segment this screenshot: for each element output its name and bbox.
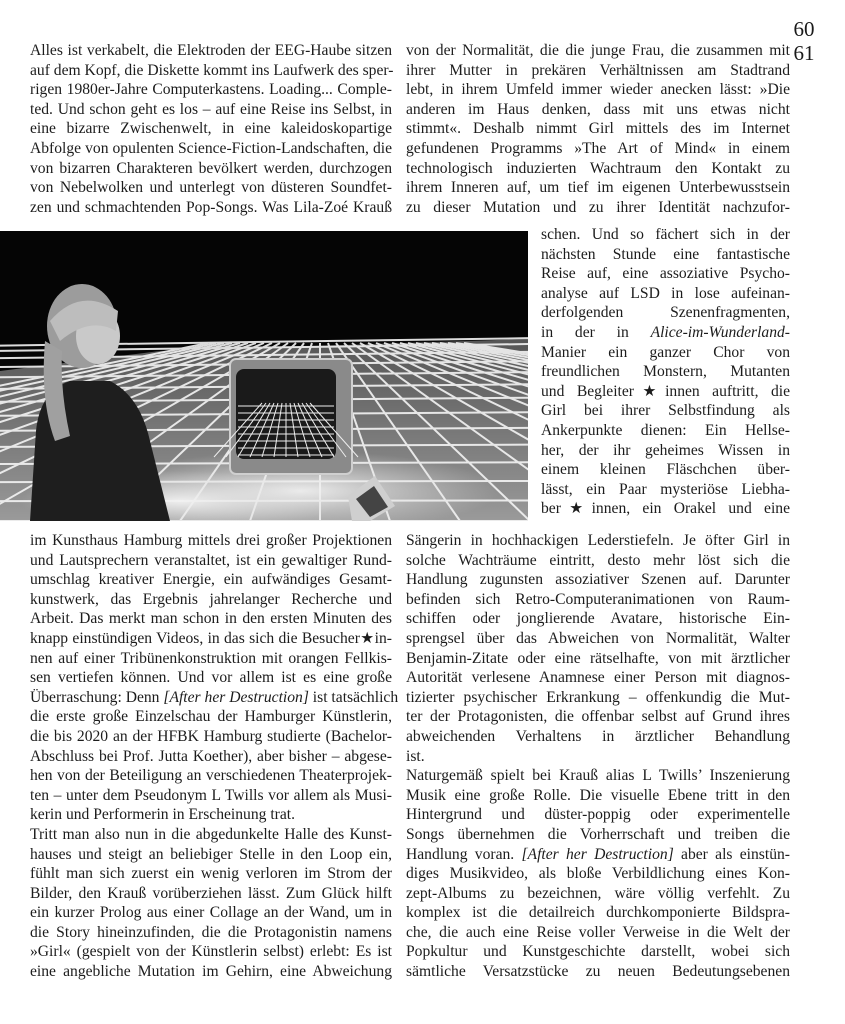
text-line: Arbeit. Das merkt man schon in den ersten Minuten des bbox=[30, 610, 392, 628]
text-line: kerin und Performerin in Erscheinung trat. bbox=[30, 806, 296, 824]
text-line: schiffen oder jonglierende Avatare, historische Ein- bbox=[406, 610, 790, 628]
text-line: ted. Und schon geht es los – auf eine Reise ins Selbst, in bbox=[30, 100, 392, 118]
text-line: einem kleinen Fläschchen über- bbox=[541, 461, 790, 479]
text-line: abweichenden Verhaltens in ärztlicher Behandlung bbox=[406, 727, 790, 745]
artwork-still-photo bbox=[0, 231, 528, 521]
text-line: knapp einstündigen Videos, in das sich die Besucher★in- bbox=[30, 629, 392, 647]
text-line: che, die auch eine Reise voller Verweise in die Welt der bbox=[406, 923, 790, 941]
text-line: nächsten Stunde eine fantastische bbox=[541, 245, 790, 263]
text-line: hauses und steigt an beliebiger Stelle in den Loop ein, bbox=[30, 845, 392, 863]
text-line: lebt, in ihrem Umfeld immer wieder anecken lässt: »Die bbox=[406, 81, 790, 99]
text-line: ihrer Mutter in prekären Verhältnissen am Stadtrand bbox=[406, 61, 790, 79]
text-line: Naturgemäß spielt bei Krauß alias L Twills’ Inszenierung bbox=[406, 767, 790, 785]
text-line: zu dieser Mutation und zu ihrer Identität nachzufor- bbox=[406, 198, 790, 216]
text-line: Popkultur und Kunstgeschichte darstellt, wobei sich bbox=[406, 943, 790, 961]
text-line: und Begleiter★innen auftritt, die bbox=[541, 382, 790, 400]
text-line: rigen 1980er-Jahre Computerkastens. Loading... Comple- bbox=[30, 81, 392, 99]
text-line: Songs übernehmen die Vorherrschaft und treiben die bbox=[406, 825, 790, 843]
text-line: derfolgenden Szenenfragmenten, bbox=[541, 304, 790, 322]
page-number-right: 61 bbox=[793, 41, 815, 65]
text-line: her, der ihr geheimes Wissen in bbox=[541, 441, 790, 459]
italic-title: Alice-im-Wunderland- bbox=[650, 323, 790, 341]
text-line: Abfolge von opulenten Science-Fiction-Landschaften, die bbox=[30, 139, 392, 157]
page-number-left: 60 bbox=[793, 17, 815, 41]
text-line: ter der Protagonisten, die offenbar selbst auf Grund ihres bbox=[406, 708, 790, 726]
text-column-right-bottom bbox=[406, 531, 790, 982]
text-line: Reise auf, eine assoziative Psycho- bbox=[541, 265, 790, 283]
text-column-left-bottom bbox=[30, 531, 399, 982]
text-line: solche Wachträume eintritt, desto mehr löst sich die bbox=[406, 551, 790, 569]
text-line: in der in Alice-im-Wunderland- bbox=[541, 323, 790, 341]
italic-title: [After her Destruction] bbox=[163, 688, 309, 706]
text-line: ten – unter dem Pseudonym L Twills vor allem als Musi- bbox=[30, 786, 392, 804]
photo-illustration bbox=[0, 231, 528, 521]
text-line: zept-Albums zu bezeichnen, wäre völlig verfehlt. Zu bbox=[406, 884, 790, 902]
text-line: ein kurzer Prolog aus einer Collage an der Wand, um in bbox=[30, 904, 392, 922]
text-line: Überraschung: Denn [After her Destruction] ist tatsächlich bbox=[30, 688, 399, 706]
text-line: auf dem Kopf, die Diskette kommt ins Laufwerk des sper- bbox=[30, 61, 394, 79]
italic-title: [After her Destruction] bbox=[521, 845, 674, 863]
text-line: kunstwerk, das Ergebnis jahrelanger Recherche und bbox=[30, 590, 392, 608]
text-line: Tritt man also nun in die abgedunkelte Halle des Kunst- bbox=[30, 825, 392, 843]
page-numbers bbox=[784, 17, 824, 65]
text-line: ber★innen, ein Orakel und eine bbox=[541, 500, 790, 518]
text-line: schen. Und so fächert sich in der bbox=[541, 226, 790, 243]
text-line: und Lautsprechern veranstaltet, ist ein gewaltiger Rund- bbox=[30, 551, 392, 569]
text-line: komplex ist die detailreich durchkomponierte Bildspra- bbox=[406, 904, 790, 922]
text-line: sprengsel über das Abweichen von Normalität, Walter bbox=[406, 629, 790, 647]
text-line: Bilder, den Krauß vorüberziehen lässt. Zum Glück hilft bbox=[30, 884, 392, 902]
text-line: diges Musikvideo, als bloße Verbildlichung eines Kon- bbox=[406, 865, 790, 883]
text-line: Girl bei ihrer Selbstfindung als bbox=[541, 402, 790, 420]
text-line: nen auf einer Tribünenkonstruktion mit orangen Fellkis- bbox=[30, 649, 392, 667]
text-line: zen und schmachtenden Pop-Songs. Was Lila-Zoé Krauß bbox=[30, 198, 392, 216]
text-line: technologisch induzierten Wachtraum den Kontakt zu bbox=[406, 159, 790, 177]
text-line: lässt, ein Paar mysteriöse Liebha- bbox=[541, 480, 790, 498]
text-line: fühlt man sich zuerst ein wenig verloren im Strom der bbox=[30, 865, 392, 883]
text-line: ist. bbox=[406, 747, 425, 765]
text-line: tizierter psychischer Erkrankung – offenkundig die Mut- bbox=[406, 688, 790, 706]
crt-monitor bbox=[214, 359, 358, 474]
text-line: eine angebliche Mutation im Gehirn, eine Abweichung bbox=[30, 963, 392, 981]
text-line: Musik eine große Rolle. Die visuelle Ebene tritt in den bbox=[406, 786, 790, 804]
text-line: umschlag kreativer Energie, ein aufwändiges Gesamt- bbox=[30, 571, 392, 589]
text-line: Manier ein ganzer Chor von bbox=[541, 343, 790, 361]
text-line: Autorität verlesene Anamnese einer Person mit diagnos- bbox=[406, 669, 790, 687]
text-line: sen vertiefen können. Und vor allem ist es eine große bbox=[30, 669, 392, 687]
text-line: Hintergrund und düster-poppig oder experimentelle bbox=[406, 806, 790, 824]
text-column-left-top bbox=[30, 41, 392, 217]
text-column-right-wrap bbox=[541, 225, 790, 519]
text-line: Handlung zugunsten assoziativer Szenen auf. Darunter bbox=[406, 571, 790, 589]
text-line: von bizarren Charakteren bevölkert werden, durchzogen bbox=[30, 159, 392, 177]
text-line: Ankerpunkte dienen: Ein Hellse- bbox=[541, 421, 790, 439]
text-line: Sängerin in hochhackigen Lederstiefeln. Je öfter Girl in bbox=[406, 532, 790, 549]
text-line: Abschluss bei Prof. Jutta Koether), aber bisher – abgese- bbox=[30, 747, 392, 765]
text-line: von Nebelwolken und unterlegt von düsteren Soundfet- bbox=[30, 179, 392, 197]
text-line: von der Normalität, die die junge Frau, die zusammen mit bbox=[406, 42, 790, 59]
text-line: hen von der Beteiligung an verschiedenen Theaterprojek- bbox=[30, 767, 392, 785]
text-line: stimmt«. Deshalb nimmt Girl mittels des im Internet bbox=[406, 120, 790, 138]
text-line: freundlichen Monstern, Mutanten bbox=[541, 363, 790, 381]
text-column-right-top bbox=[406, 41, 790, 217]
text-line: die bis 2020 an der HFBK Hamburg studierte (Bachelor- bbox=[30, 727, 392, 745]
text-line: Alles ist verkabelt, die Elektroden der EEG-Haube sitzen bbox=[30, 42, 392, 59]
text-line: sämtliche Versatzstücke zu neuen Bedeutungsebenen bbox=[406, 963, 790, 981]
text-line: »Girl« (gespielt von der Künstlerin selbst) erlebt: Es ist bbox=[30, 943, 392, 961]
text-line: im Kunsthaus Hamburg mittels drei großer Projektionen bbox=[30, 532, 392, 549]
text-line: eine bizarre Zwischenwelt, in eine kaleidoskopartige bbox=[30, 120, 392, 138]
text-line: anderen im Haus denken, dass mit uns etwas nicht bbox=[406, 100, 790, 118]
text-line: Handlung voran. [After her Destruction] aber als einstün- bbox=[406, 845, 790, 863]
text-line: die erste große Einzelschau der Hamburger Künstlerin, bbox=[30, 708, 392, 726]
text-line: ihrem Inneren auf, um tief im eigenen Unterbewusstsein bbox=[406, 179, 790, 197]
text-line: gefundenen Programms »The Art of Mind« in einem bbox=[406, 139, 790, 157]
text-line: die Story hineinzufinden, die die Protagonistin namens bbox=[30, 923, 392, 941]
text-line: befinden sich Retro-Computeranimationen von Raum- bbox=[406, 590, 790, 608]
text-line: Benjamin-Zitate oder eine rätselhafte, von mit ärztlicher bbox=[406, 649, 790, 667]
text-line: analyse auf LSD in lose aufeinan- bbox=[541, 284, 790, 302]
